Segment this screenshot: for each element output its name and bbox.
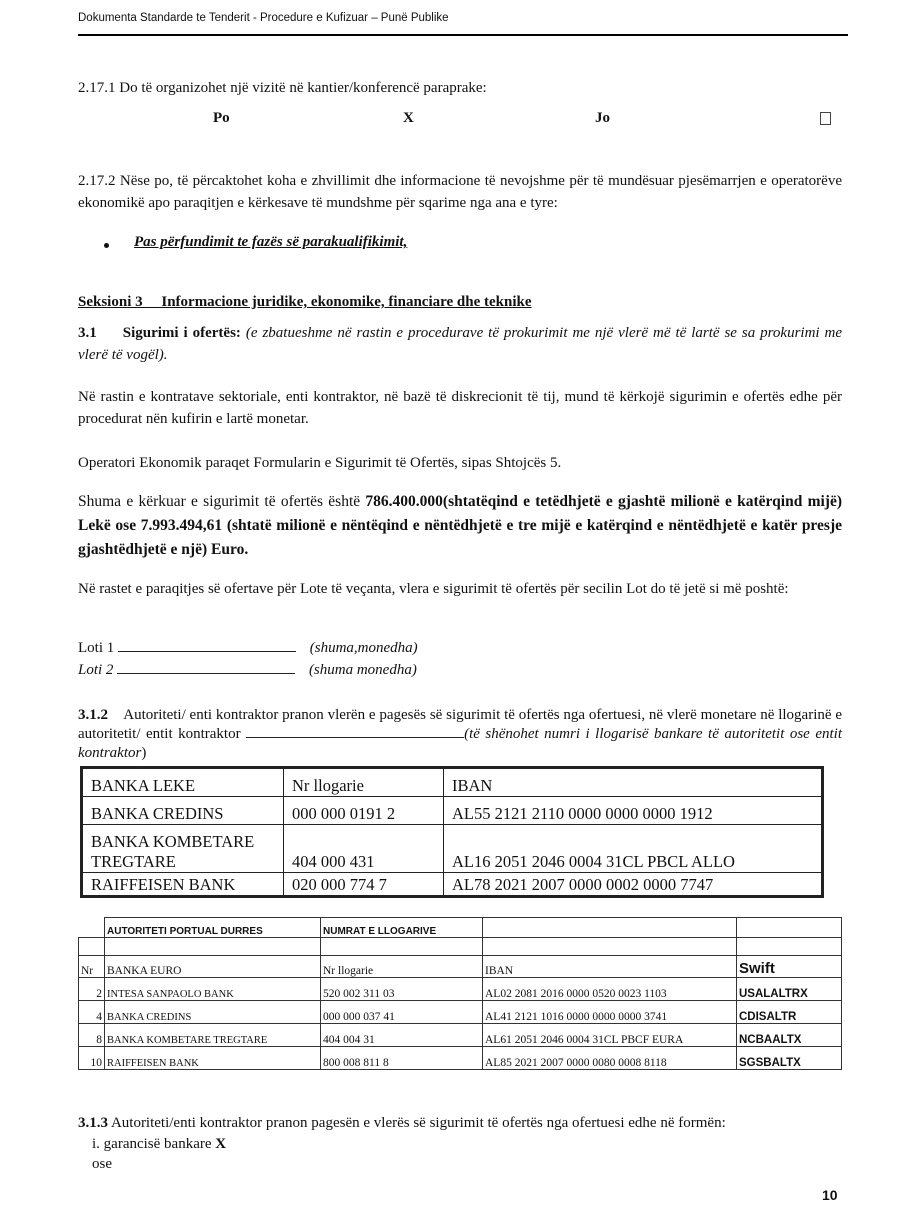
option-jo: Jo bbox=[595, 110, 610, 126]
lot-2-line bbox=[78, 662, 417, 679]
bank-name: BANKA KOMBETARE TREGTARE bbox=[82, 825, 284, 873]
table-header-row bbox=[79, 956, 842, 978]
header-swift: Swift bbox=[737, 956, 842, 978]
document-header: Dokumenta Standarde te Tenderit - Procedure e Kufizuar – Punë Publike bbox=[78, 12, 449, 24]
header-iban: IBAN bbox=[444, 768, 823, 797]
account-number: 404 004 31 bbox=[321, 1024, 483, 1047]
lot-2-note: (shuma monedha) bbox=[308, 662, 417, 678]
table-row bbox=[79, 1001, 842, 1024]
lot-1-note: (shuma,monedha) bbox=[309, 640, 418, 656]
bullet-item: Pas përfundimit te fazës së parakualifikimit, bbox=[134, 234, 408, 250]
guarantee-item: i. garancisë bankare X bbox=[92, 1136, 227, 1152]
lot-2-label: Loti 2 bbox=[78, 662, 114, 678]
bank-name: RAIFFEISEN BANK bbox=[105, 1047, 321, 1070]
header-nr: Nr bbox=[79, 956, 105, 978]
authority-name: AUTORITETI PORTUAL DURRES bbox=[105, 918, 321, 938]
lot-1-blank bbox=[118, 651, 296, 652]
table-row bbox=[79, 978, 842, 1001]
iban: AL55 2121 2110 0000 0000 0000 1912 bbox=[444, 797, 823, 825]
paragraph-3-1-3 bbox=[78, 1114, 848, 1133]
header-account: Nr llogarie bbox=[284, 768, 444, 797]
ose-text: ose bbox=[92, 1156, 112, 1172]
paragraph-2-17-2 bbox=[78, 170, 842, 214]
lot-1-label: Loti 1 bbox=[78, 640, 115, 656]
table-row bbox=[82, 797, 823, 825]
checkbox-jo[interactable] bbox=[820, 112, 831, 125]
header-bank: BANKA LEKE bbox=[82, 768, 284, 797]
paragraph-lots bbox=[78, 578, 842, 600]
row-nr: 10 bbox=[79, 1047, 105, 1070]
account-number: 800 008 811 8 bbox=[321, 1047, 483, 1070]
swift-code: SGSBALTX bbox=[737, 1047, 842, 1070]
section-3-heading: Seksioni 3 Informacione juridike, ekonomike, financiare dhe teknike bbox=[78, 294, 532, 310]
row-nr: 8 bbox=[79, 1024, 105, 1047]
bullet-dot bbox=[104, 243, 109, 248]
swift-code: NCBAALTX bbox=[737, 1024, 842, 1047]
bank-name: BANKA KOMBETARE TREGTARE bbox=[105, 1024, 321, 1047]
swift-code: USALALTRX bbox=[737, 978, 842, 1001]
table-row bbox=[79, 1047, 842, 1070]
iban: AL16 2051 2046 0004 31CL PBCL ALLO bbox=[444, 825, 823, 873]
paragraph-formular bbox=[78, 452, 842, 474]
option-po: Po bbox=[213, 110, 230, 126]
account-number: 020 000 774 7 bbox=[284, 873, 444, 897]
row-nr: 2 bbox=[79, 978, 105, 1001]
table-top-row bbox=[79, 918, 842, 938]
lot-1-line bbox=[78, 640, 418, 657]
option-po-mark: X bbox=[403, 110, 414, 126]
row-nr: 4 bbox=[79, 1001, 105, 1024]
paragraph-sectorial bbox=[78, 386, 842, 430]
table-spacer-row bbox=[79, 938, 842, 956]
paragraph-3-1-2-text: 3.1.2 Autoriteti/ enti kontraktor pranon vlerën e pagesës së sigurimit të ofertës nga ofertuesi, në vlerë monetare në llogarinë e autoritetit/ entit kontraktor (të shënohet numri i llogarisë bankare të autoritetit ose entit kontraktor) bbox=[78, 707, 843, 761]
iban: AL02 2081 2016 0000 0520 0023 1103 bbox=[483, 978, 737, 1001]
paragraph-amount bbox=[78, 490, 842, 562]
bank-name: BANKA CREDINS bbox=[82, 797, 284, 825]
header-account: Nr llogarie bbox=[321, 956, 483, 978]
paragraph-3-1-2 bbox=[78, 706, 842, 763]
iban: AL78 2021 2007 0000 0002 0000 7747 bbox=[444, 873, 823, 897]
iban: AL61 2051 2046 0004 31CL PBCF EURA bbox=[483, 1024, 737, 1047]
bank-accounts-euro-table bbox=[78, 917, 842, 1070]
paragraph-3-1-text: 3.1 Sigurimi i ofertës: (e zbatueshme në rastin e procedurave të prokurimit me një vlerë më të lartë se sa prokurimi me vlerë të vogël). bbox=[78, 325, 843, 363]
paragraph-sectorial-text: Në rastin e kontratave sektoriale, enti kontraktor, në bazë të diskrecionit të tij, mund të kërkojë sigurimin e ofertës edhe për procedurat nën kufirin e lartë monetar. bbox=[78, 389, 842, 427]
account-number: 000 000 037 41 bbox=[321, 1001, 483, 1024]
table-row bbox=[82, 873, 823, 897]
iban: AL85 2021 2007 0000 0080 0008 8118 bbox=[483, 1047, 737, 1070]
header-bank: BANKA EURO bbox=[105, 956, 321, 978]
account-number: 520 002 311 03 bbox=[321, 978, 483, 1001]
account-number: 404 000 431 bbox=[284, 825, 444, 873]
swift-code: CDISALTR bbox=[737, 1001, 842, 1024]
header-iban: IBAN bbox=[483, 956, 737, 978]
table-row bbox=[79, 1024, 842, 1047]
paragraph-formular-text: Operatori Ekonomik paraqet Formularin e Sigurimit të Ofertës, sipas Shtojcës 5. bbox=[78, 455, 562, 471]
bank-name: BANKA CREDINS bbox=[105, 1001, 321, 1024]
paragraph-amount-text: Shuma e kërkuar e sigurimit të ofertës është 786.400.000(shtatëqind e tetëdhjetë e gjashtë milionë e katërqind mijë) Lekë ose 7.993.494,61 (shtatë milionë e nëntëqind e nëntëdhjetë e tre mijë e katërqind e nëntëdhjetë e katër presje gjashtëdhjetë e një) Euro. bbox=[78, 493, 842, 558]
page-number: 10 bbox=[822, 1187, 838, 1203]
bank-name: INTESA SANPAOLO BANK bbox=[105, 978, 321, 1001]
accounts-heading: NUMRAT E LLOGARIVE bbox=[321, 918, 483, 938]
account-number: 000 000 0191 2 bbox=[284, 797, 444, 825]
question-2-17-1: 2.17.1 Do të organizohet një vizitë në kantier/konferencë paraprake: bbox=[78, 80, 487, 96]
bank-name: RAIFFEISEN BANK bbox=[82, 873, 284, 897]
paragraph-lots-text: Në rastet e paraqitjes së ofertave për Lote të veçanta, vlera e sigurimit të ofertës për secilin Lot do të jetë si më poshtë: bbox=[78, 581, 789, 597]
header-divider bbox=[78, 34, 848, 36]
iban: AL41 2121 1016 0000 0000 0000 3741 bbox=[483, 1001, 737, 1024]
table-header-row bbox=[82, 768, 823, 797]
paragraph-2-17-2-text: 2.17.2 Nëse po, të përcaktohet koha e zhvillimit dhe informacione të nevojshme për të mundësuar pjesëmarrjen e operatorëve ekonomikë apo paraqitjen e kërkesave të mundshme për sqarime nga ana e tyre: bbox=[78, 173, 842, 211]
table-row bbox=[82, 825, 823, 873]
paragraph-3-1-3-text: 3.1.3 Autoriteti/enti kontraktor pranon pagesën e vlerës së sigurimit të ofertës nga ofertuesi edhe në formën: bbox=[78, 1115, 726, 1131]
bank-accounts-lek-table bbox=[80, 766, 824, 898]
paragraph-3-1 bbox=[78, 322, 842, 366]
lot-2-blank bbox=[117, 673, 295, 674]
